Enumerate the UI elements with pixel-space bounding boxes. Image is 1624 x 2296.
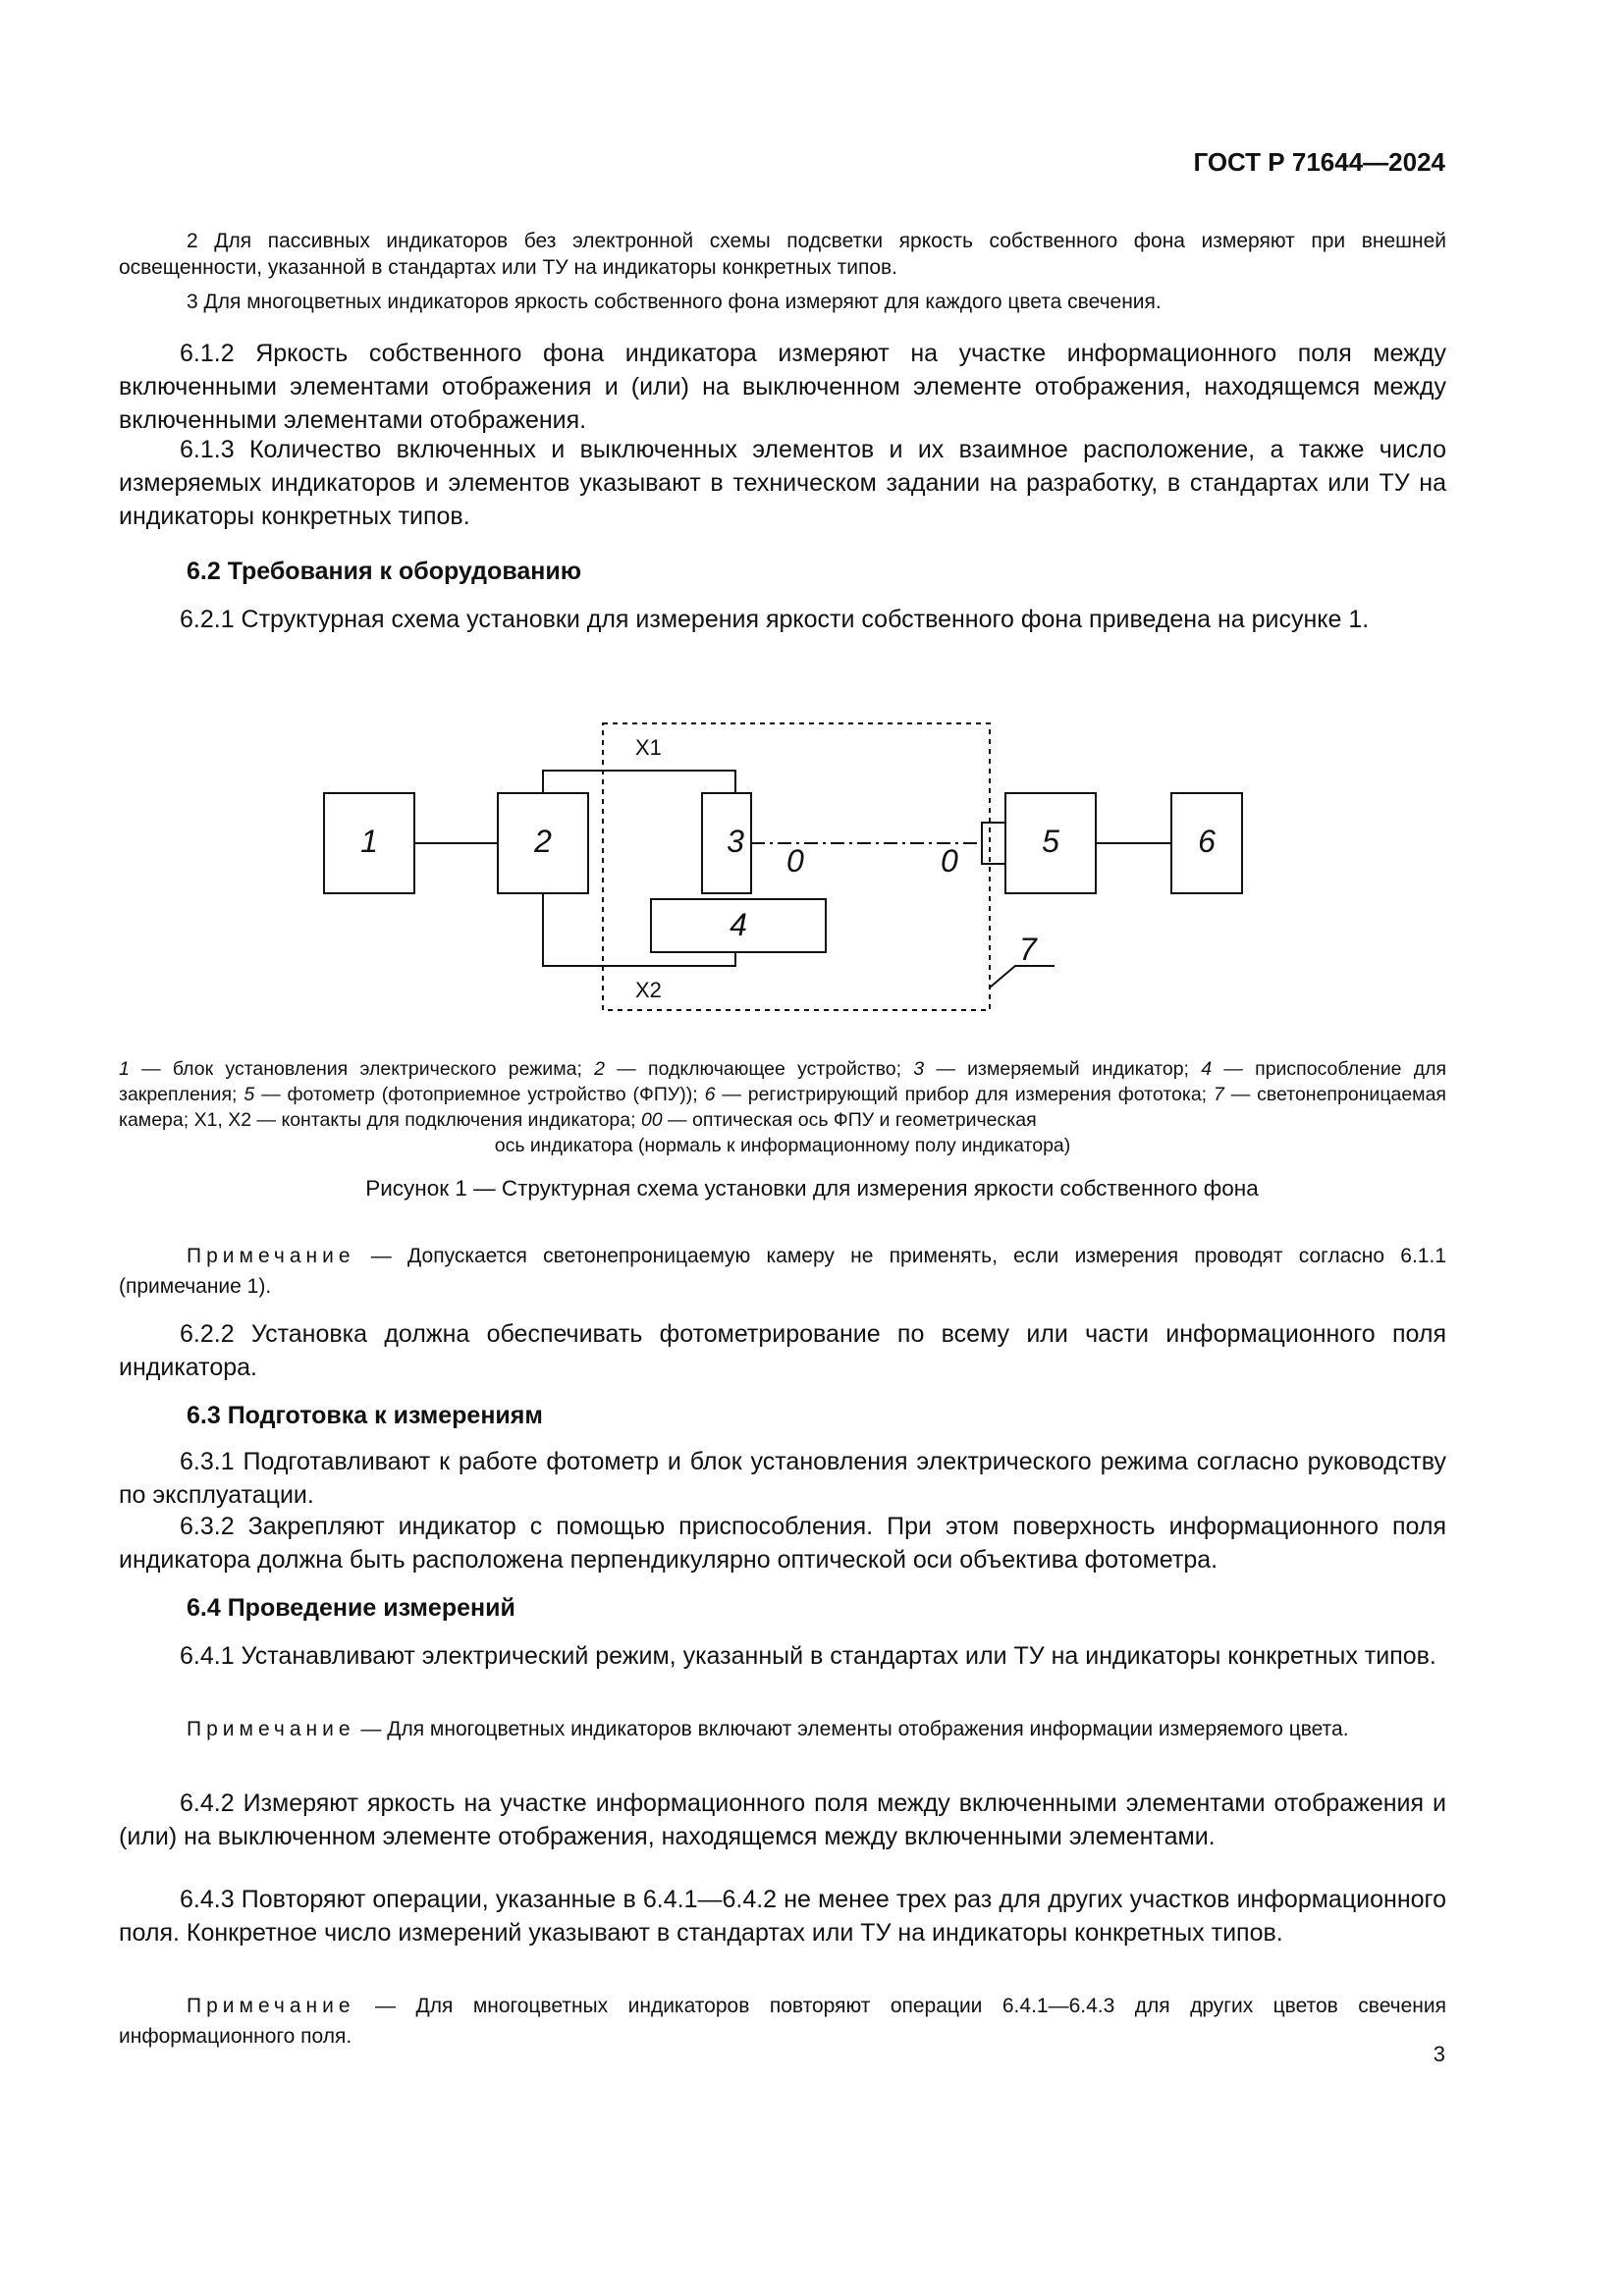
contact-x2-label: X2 <box>635 978 662 1002</box>
legend-text: — оптическая ось ФПУ и геометрическая <box>662 1109 1037 1131</box>
legend-num: 3 <box>913 1058 925 1080</box>
block-3-label: 3 <box>727 824 744 859</box>
note-multicolor-1 <box>119 1714 1446 1744</box>
block-1-label: 1 <box>360 824 378 859</box>
legend-num: 2 <box>594 1058 605 1080</box>
wire-x2 <box>543 893 735 966</box>
legend-num: 00 <box>640 1109 663 1131</box>
block-4-label: 4 <box>730 907 747 942</box>
figure-legend <box>119 1056 1446 1133</box>
legend-text: — измеряемый индикатор; <box>924 1058 1202 1080</box>
chamber-7-label: 7 <box>1019 932 1037 967</box>
figure-caption: Рисунок 1 — Структурная схема установки для измерения яркости собственного фона <box>365 1176 1259 1201</box>
paragraph-6-3-1: 6.3.1 Подготавливают к работе фотометр и блок установления электрического режима согласно руководству по эксплуатации. <box>119 1448 1446 1509</box>
note-multicolor-2 <box>119 1991 1446 2052</box>
note-label: Примечание <box>187 1245 355 1267</box>
note-2-top: 2 Для пассивных индикаторов без электронной схемы подсветки яркость собственного фона измеряют при внешней освещенности, указанной в стандартах или ТУ на индикаторы конкретных типов. <box>119 230 1446 279</box>
legend-text: — блок установления электрического режима; <box>129 1058 595 1080</box>
legend-text: — светонепроницаемая камера; X1, X2 — контакты для подключения индикатора; <box>119 1084 1446 1131</box>
leader-7 <box>990 966 1055 988</box>
section-heading-6-4: 6.4 Проведение измерений <box>187 1594 515 1622</box>
document-header: ГОСТ Р 71644—2024 <box>1193 147 1445 177</box>
paragraph-6-2-1: 6.2.1 Структурная схема установки для измерения яркости собственного фона приведена на рисунке 1. <box>180 606 1370 633</box>
paragraph-6-1-2: 6.1.2 Яркость собственного фона индикатора измеряют на участке информационного поля между включенными элементами отображения и (или) на выключенном элементе отображения, находящемся между включенными элементами отображения. <box>119 340 1446 434</box>
paragraph-6-4-1: 6.4.1 Устанавливают электрический режим, указанный в стандартах или ТУ на индикаторы конкретных типов. <box>180 1642 1436 1670</box>
legend-text: — подключающее устройство; <box>605 1058 914 1080</box>
note-label: Примечание <box>187 1995 355 2017</box>
note-text: — Для многоцветных индикаторов повторяют операции 6.4.1—6.4.3 для других цветов свечения информационного поля. <box>119 1995 1446 2048</box>
paragraph-6-4-2: 6.4.2 Измеряют яркость на участке информационного поля между включенными элементами отображения и (или) на выключенном элементе отображения, находящемся между включенными элементами. <box>119 1789 1446 1850</box>
axis-label-left: 0 <box>786 843 804 879</box>
legend-num: 5 <box>244 1084 255 1105</box>
note-text: — Допускается светонепроницаемую камеру не применять, если измерения проводят согласно 6.1.1 (примечание 1). <box>119 1245 1446 1298</box>
section-heading-6-2: 6.2 Требования к оборудованию <box>187 558 582 585</box>
block-5-label: 5 <box>1042 824 1059 859</box>
legend-num: 7 <box>1214 1084 1224 1105</box>
wire-x1 <box>543 771 735 793</box>
figure-legend-last-line: ось индикатора (нормаль к информационному полу индикатора) <box>494 1135 1071 1156</box>
note-text: — Для многоцветных индикаторов включают элементы отображения информации измеряемого цвета. <box>354 1718 1349 1740</box>
section-heading-6-3: 6.3 Подготовка к измерениям <box>187 1402 543 1429</box>
note-3-top: 3 Для многоцветных индикаторов яркость собственного фона измеряют для каждого цвета свечения. <box>187 291 1162 313</box>
legend-num: 4 <box>1201 1058 1213 1080</box>
legend-text: — приспособление для закрепления; <box>119 1058 1447 1105</box>
figure-1-diagram <box>0 707 1624 1021</box>
note-label: Примечание <box>187 1718 355 1740</box>
page-number: 3 <box>1433 2042 1445 2066</box>
paragraph-6-4-3: 6.4.3 Повторяют операции, указанные в 6.4.1—6.4.2 не менее трех раз для других участков информационного поля. Конкретное число измерений указывают в стандартах или ТУ на индикаторы конкретных типов. <box>119 1886 1446 1947</box>
block-6-label: 6 <box>1198 824 1216 859</box>
paragraph-6-3-2: 6.3.2 Закрепляют индикатор с помощью приспособления. При этом поверхность информационного поля индикатора должна быть расположена перпендикулярно оптической оси объектива фотометра. <box>119 1513 1446 1574</box>
legend-num: 6 <box>704 1084 716 1105</box>
legend-text: — фотометр (фотоприемное устройство (ФПУ)); <box>254 1084 705 1105</box>
legend-num: 1 <box>119 1058 130 1080</box>
contact-x1-label: X1 <box>635 735 662 760</box>
paragraph-6-1-3: 6.1.3 Количество включенных и выключенных элементов и их взаимное расположение, а также число измеряемых индикаторов и элементов указывают в техническом задании на разработку, в стандартах или ТУ на индикаторы конкретных типов. <box>119 436 1446 530</box>
axis-label-right: 0 <box>941 843 958 879</box>
paragraph-6-2-2: 6.2.2 Установка должна обеспечивать фотометрирование по всему или части информационного поля индикатора. <box>119 1320 1446 1381</box>
legend-text: — регистрирующий прибор для измерения фототока; <box>715 1084 1214 1105</box>
block-2-label: 2 <box>534 824 552 859</box>
photometer-lens <box>982 823 1005 864</box>
note-camera <box>119 1241 1446 1302</box>
